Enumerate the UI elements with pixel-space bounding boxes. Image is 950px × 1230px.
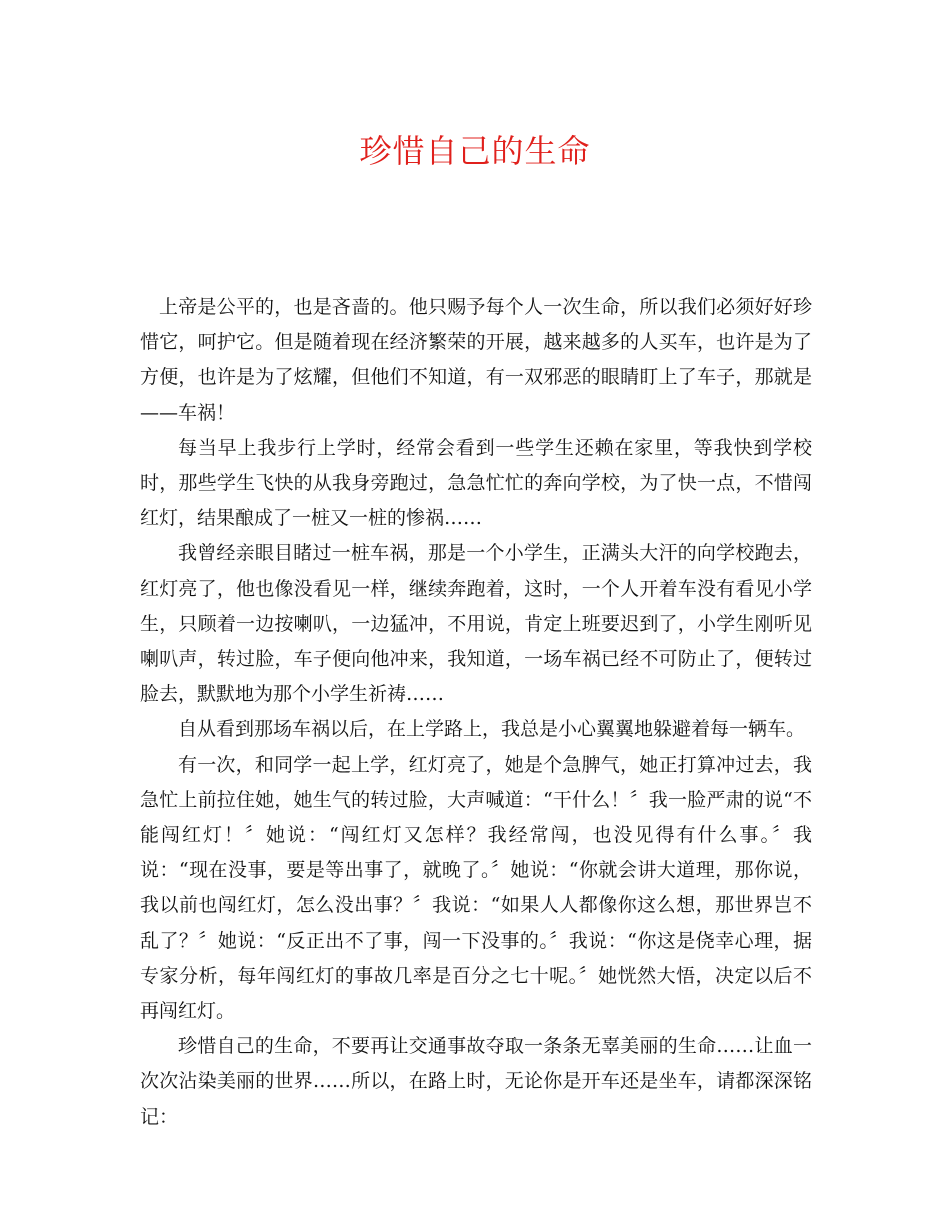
paragraph-3: 我曾经亲眼目睹过一桩车祸，那是一个小学生，正满头大汗的向学校跑去，红灯亮了，他也像没看见一样，继续奔跑着，这时，一个人开着车没有看见小学生，只顾着一边按喇叭，一边猛冲，不用说，肯定上班要迟到了，小学生刚听见喇叭声，转过脸，车子便向他冲来，我知道，一场车祸已经不可防止了，便转过脸去，默默地为那个小学生祈祷…… (140, 542, 812, 706)
document-body (140, 290, 812, 1135)
paragraph-6: 珍惜自己的生命，不要再让交通事故夺取一条条无辜美丽的生命……让血一次次沾染美丽的世界……所以，在路上时，无论你是开车还是坐车，请都深深铭记： (140, 1035, 812, 1128)
document-title: 珍惜自己的生命 (359, 132, 591, 170)
paragraph-4: 自从看到那场车祸以后，在上学路上，我总是小心翼翼地躲避着每一辆车。 (178, 718, 806, 741)
paragraph-2: 每当早上我步行上学时，经常会看到一些学生还赖在家里，等我快到学校时，那些学生飞快的从我身旁跑过，急急忙忙的奔向学校，为了快一点，不惜闯红灯，结果酿成了一桩又一桩的惨祸…… (140, 436, 812, 530)
paragraph-1: 上帝是公平的，也是吝啬的。他只赐予每个人一次生命，所以我们必须好好珍惜它，呵护它。但是随着现在经济繁荣的开展，越来越多的人买车，也许是为了方便，也许是为了炫耀，但他们不知道，有一双邪恶的眼睛盯上了车子，那就是——车祸！ (140, 296, 812, 424)
paragraph-5: 有一次，和同学一起上学，红灯亮了，她是个急脾气，她正打算冲过去，我急忙上前拉住她，她生气的转过脸，大声喊道：“干什么！〞我一脸严肃的说“不能闯红灯！〞她说：“闯红灯又怎样？我经常闯，也没见得有什么事。〞我说：“现在没事，要是等出事了，就晚了。〞她说：“你就会讲大道理，那你说，我以前也闯红灯，怎么没出事？〞我说：“如果人人都像你这么想，那世界岂不乱了？〞她说：“反正出不了事，闯一下没事的。〞我说：“你这是侥幸心理，据专家分析，每年闯红灯的事故几率是百分之七十呢。〞她恍然大悟，决定以后不再闯红灯。 (140, 753, 812, 1023)
